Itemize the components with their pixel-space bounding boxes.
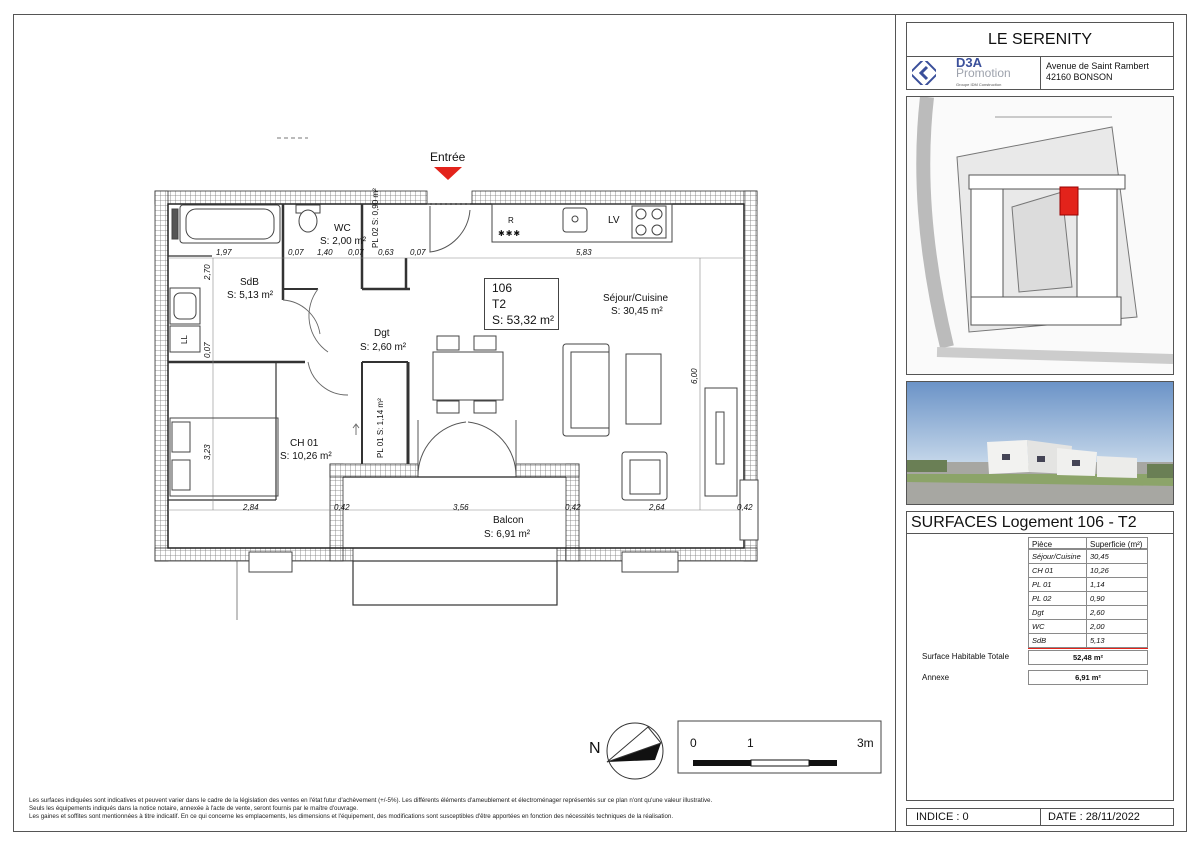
room-pl01-name: PL 01 bbox=[376, 437, 385, 458]
room-sejour-name: Séjour/Cuisine bbox=[603, 293, 669, 304]
table-row-area: 2,60 bbox=[1086, 605, 1148, 620]
dim-top-007c: 0,07 bbox=[410, 248, 426, 257]
dim-top-063: 0,63 bbox=[378, 248, 394, 257]
surfaces-title: SURFACES Logement 106 - T2 bbox=[911, 514, 1137, 531]
dim-left-323: 3,23 bbox=[203, 444, 212, 460]
linen-label: LL bbox=[180, 335, 189, 344]
unit-summary-box bbox=[484, 278, 559, 330]
table-row-area: 0,90 bbox=[1086, 591, 1148, 606]
room-dgt-surface: S: 2,60 m² bbox=[360, 342, 407, 353]
surfaces-title-underline bbox=[906, 533, 1174, 534]
address-line-2: 42160 BONSON bbox=[1046, 72, 1113, 82]
dim-bot-042b: 0,42 bbox=[565, 503, 581, 512]
title-divider-v bbox=[1040, 56, 1041, 90]
dim-top-197: 1,97 bbox=[216, 248, 232, 257]
site-plan-map bbox=[907, 97, 1173, 374]
total-accent-line bbox=[1028, 648, 1148, 649]
dim-bot-264: 2,64 bbox=[649, 503, 665, 512]
table-row-area: 2,00 bbox=[1086, 619, 1148, 634]
compass-north-label: N bbox=[589, 740, 601, 757]
dim-bot-042a: 0,42 bbox=[334, 503, 350, 512]
room-pl02-label bbox=[371, 188, 380, 248]
unit-type: T2 bbox=[492, 297, 507, 311]
dim-left-007: 0,07 bbox=[203, 342, 212, 358]
annex-value: 6,91 m² bbox=[1028, 670, 1148, 685]
project-name: LE SERENITY bbox=[987, 31, 1093, 48]
laundry-label: LV bbox=[608, 215, 620, 226]
unit-number: 106 bbox=[492, 281, 513, 295]
perspective-render bbox=[907, 382, 1173, 504]
dim-bot-042c: 0,42 bbox=[737, 503, 753, 512]
room-balcon-surface: S: 6,91 m² bbox=[484, 529, 531, 540]
total-value: 52,48 m² bbox=[1028, 650, 1148, 665]
scale-label-1: 1 bbox=[747, 736, 754, 750]
address-line-1: Avenue de Saint Rambert bbox=[1046, 61, 1149, 71]
date-label: DATE : 28/11/2022 bbox=[1048, 811, 1140, 823]
table-row-area: 5,13 bbox=[1086, 633, 1148, 648]
room-pl01-label bbox=[376, 398, 385, 458]
room-pl02-name: PL 02 bbox=[371, 227, 380, 248]
table-row-room: SdB bbox=[1028, 633, 1087, 648]
scale-label-3m: 3m bbox=[857, 736, 874, 750]
room-wc-surface: S: 2,00 m² bbox=[320, 236, 367, 247]
table-row-room: WC bbox=[1028, 619, 1087, 634]
entrance-label: Entrée bbox=[430, 150, 466, 164]
entrance-arrow bbox=[434, 167, 462, 180]
table-row-area: 30,45 bbox=[1086, 549, 1148, 564]
room-sdb-surface: S: 5,13 m² bbox=[227, 290, 274, 301]
dim-right-600: 6,00 bbox=[690, 368, 699, 384]
dim-top-007b: 0,07 bbox=[348, 248, 364, 257]
disclaimer-line-1: Les surfaces indiquées sont indicatives et peuvent varier dans le cadre de la législation des ventes en l'état futur d'achèvement (+/-5%). Les différents éléments d'ameublement et électroménager représentés sur ce plan n'ont qu'une valeur illustrative. bbox=[29, 797, 713, 804]
disclaimer-line-2: Seuls les équipements indiqués dans la notice notaire, annexée à l'acte de vente, seront fournis par le maître d'ouvrage. bbox=[29, 805, 359, 812]
room-sdb-name: SdB bbox=[240, 277, 259, 288]
room-pl02-surface: S: 0,90 m² bbox=[371, 188, 380, 226]
logo-text-sub: Promotion bbox=[956, 66, 1011, 80]
sheet-divider bbox=[895, 14, 896, 832]
table-row-room: Dgt bbox=[1028, 605, 1087, 620]
dim-bot-356: 3,56 bbox=[453, 503, 469, 512]
logo-chevron-icon bbox=[912, 61, 936, 85]
company-logo bbox=[910, 55, 1038, 88]
scale-label-0: 0 bbox=[690, 736, 697, 750]
table-row-area: 1,14 bbox=[1086, 577, 1148, 592]
dim-top-140: 1,40 bbox=[317, 248, 333, 257]
dim-bot-284: 2,84 bbox=[243, 503, 259, 512]
indice-label: INDICE : 0 bbox=[916, 811, 969, 823]
room-wc-name: WC bbox=[334, 223, 351, 234]
fridge-label: R bbox=[508, 216, 514, 225]
total-label: Surface Habitable Totale bbox=[922, 652, 1010, 661]
room-dgt-name: Dgt bbox=[374, 328, 390, 339]
table-row-room: PL 01 bbox=[1028, 577, 1087, 592]
room-ch01-name: CH 01 bbox=[290, 438, 319, 449]
table-row-room: PL 02 bbox=[1028, 591, 1087, 606]
dim-left-270: 2,70 bbox=[203, 264, 212, 280]
table-row-room: CH 01 bbox=[1028, 563, 1087, 578]
dim-top-007a: 0,07 bbox=[288, 248, 304, 257]
annex-label: Annexe bbox=[922, 673, 950, 682]
disclaimer-line-3: Les gaines et soffites sont mentionnées à titre indicatif. En ce qui concerne les emplacements, les dimensions et l'équipement, des modifications sont susceptibles d'être apportées en fonction des nécessités techniques de la réalisation. bbox=[29, 813, 674, 820]
disclaimer bbox=[29, 797, 889, 821]
table-header-area: Superficie (m²) bbox=[1086, 537, 1148, 549]
dim-top-583: 5,83 bbox=[576, 248, 592, 257]
room-pl01-surface: S: 1,14 m² bbox=[376, 398, 385, 436]
room-ch01-surface: S: 10,26 m² bbox=[280, 451, 332, 462]
table-row-area: 10,26 bbox=[1086, 563, 1148, 578]
hob-label: ✱✱✱ bbox=[498, 229, 522, 238]
scale-bar bbox=[693, 760, 837, 766]
logo-tagline: Groupe IDM Construction bbox=[956, 82, 1002, 87]
table-header-room: Pièce bbox=[1028, 537, 1087, 549]
logo-text-main: D3A bbox=[956, 55, 983, 70]
room-balcon-name: Balcon bbox=[493, 515, 524, 526]
north-compass bbox=[607, 723, 663, 779]
room-sejour-surface: S: 30,45 m² bbox=[611, 306, 663, 317]
unit-surface: S: 53,32 m² bbox=[492, 313, 555, 327]
table-row-room: Séjour/Cuisine bbox=[1028, 549, 1087, 564]
